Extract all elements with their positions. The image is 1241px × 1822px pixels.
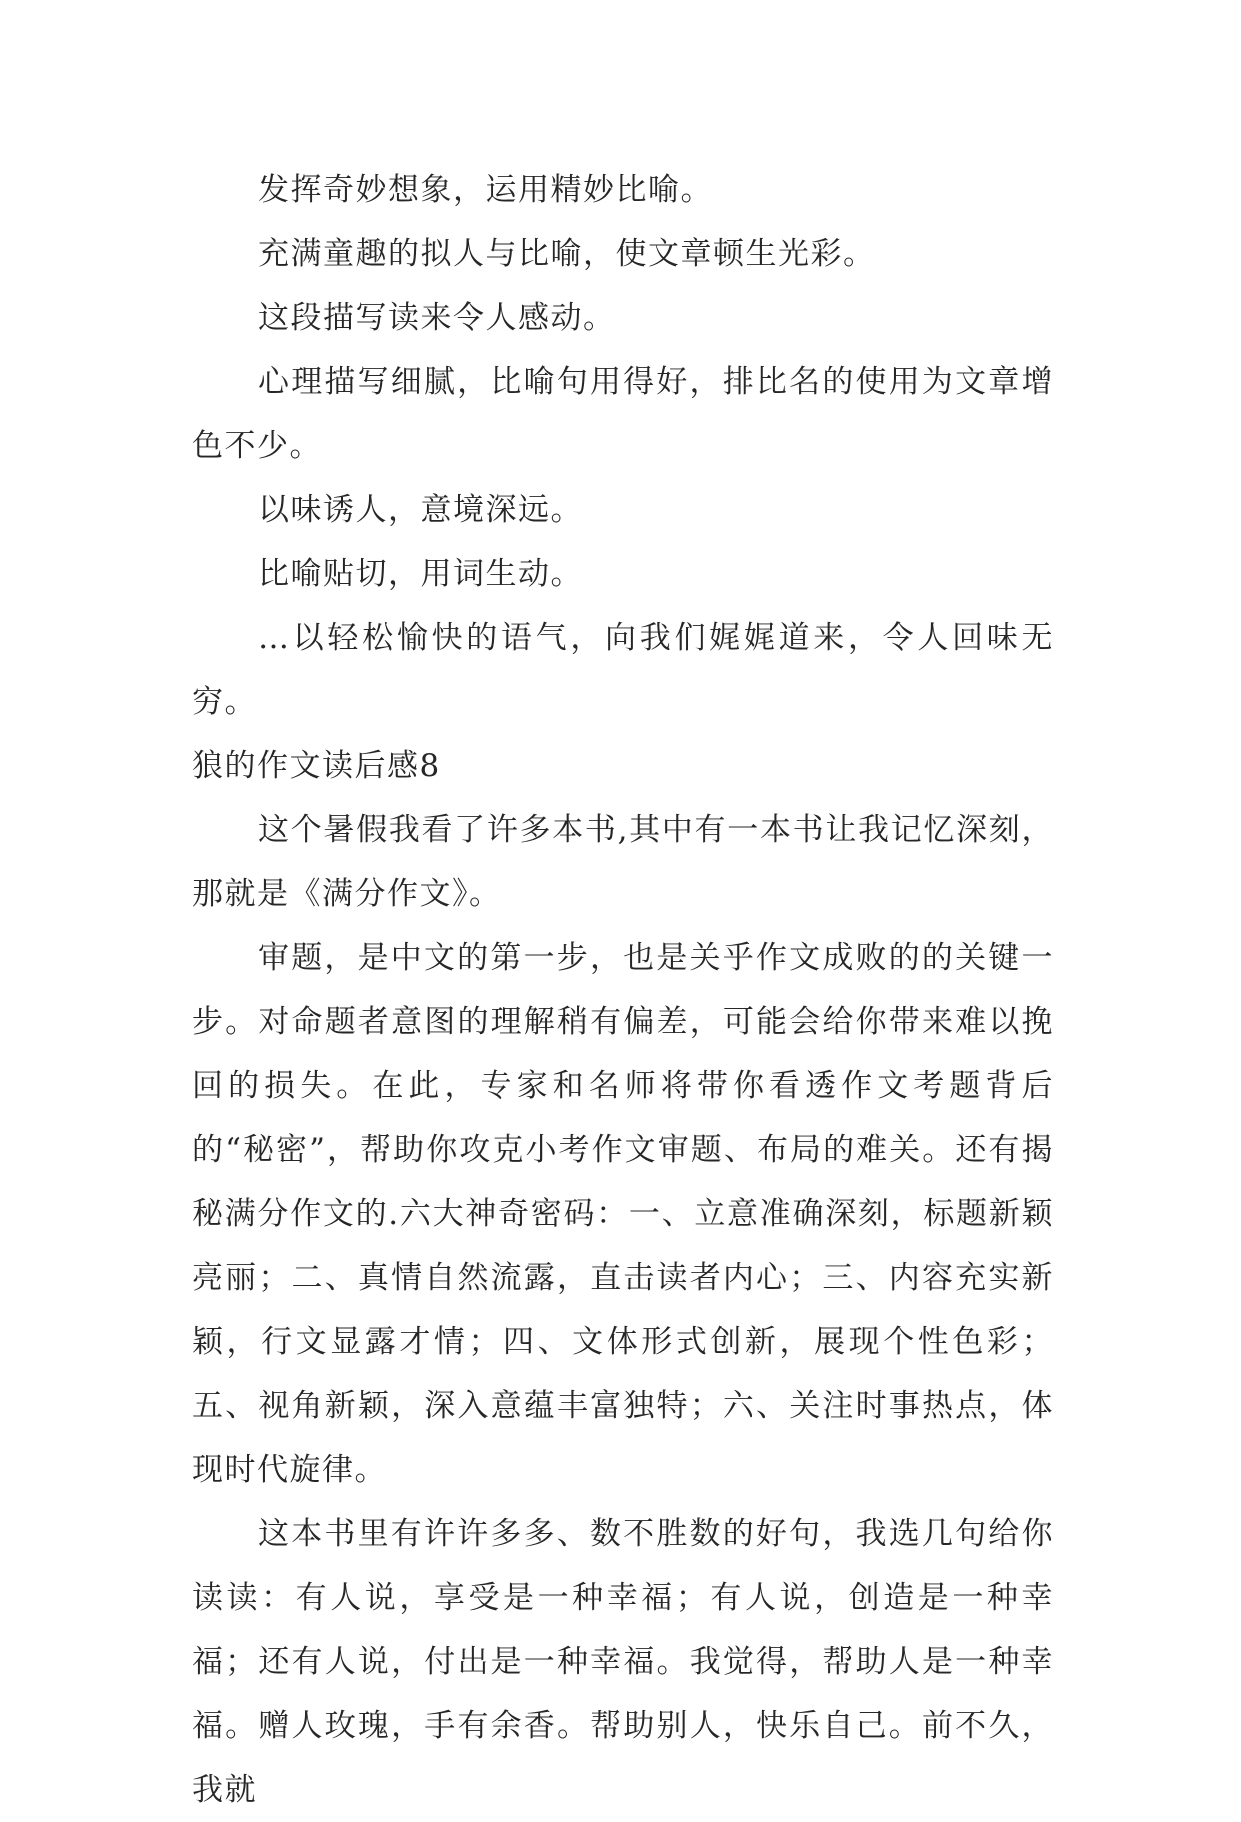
paragraph-2: 充满童趣的拟人与比喻，使文章顿生光彩。 bbox=[258, 236, 876, 272]
paragraph-9: 这个暑假我看了许多本书,其中有一本书让我记忆深刻，那就是《满分作文》。 bbox=[192, 812, 1054, 912]
paragraph-1: 发挥奇妙想象，运用精妙比喻。 bbox=[258, 172, 713, 208]
paragraph-6: 比喻贴切，用词生动。 bbox=[258, 556, 583, 592]
paragraph-3: 这段描写读来令人感动。 bbox=[258, 300, 616, 336]
document-body bbox=[192, 158, 1054, 1822]
paragraph-4: 心理描写细腻，比喻句用得好，排比名的使用为文章增色不少。 bbox=[192, 364, 1054, 464]
paragraph-10: 审题，是中文的第一步，也是关乎作文成败的的关键一步。对命题者意图的理解稍有偏差，可能会给你带来难以挽回的损失。在此，专家和名师将带你看透作文考题背后的“秘密”，帮助你攻克小考作文审题、布局的难关。还有揭秘满分作文的.六大神奇密码：一、立意准确深刻，标题新颖亮丽；二、真情自然流露，直击读者内心；三、内容充实新颖，行文显露才情；四、文体形式创新，展现个性色彩；五、视角新颖，深入意蕴丰富独特；六、关注时事热点，体现时代旋律。 bbox=[192, 940, 1054, 1488]
paragraph-7: …以轻松愉快的语气，向我们娓娓道来，令人回味无穷。 bbox=[192, 620, 1054, 720]
section-heading: 狼的作文读后感8 bbox=[192, 748, 441, 784]
paragraph-5: 以味诱人，意境深远。 bbox=[258, 492, 583, 528]
paragraph-11: 这本书里有许许多多、数不胜数的好句，我选几句给你读读：有人说，享受是一种幸福；有人说，创造是一种幸福；还有人说，付出是一种幸福。我觉得，帮助人是一种幸福。赠人玫瑰，手有余香。帮助别人，快乐自己。前不久，我就 bbox=[192, 1516, 1054, 1808]
